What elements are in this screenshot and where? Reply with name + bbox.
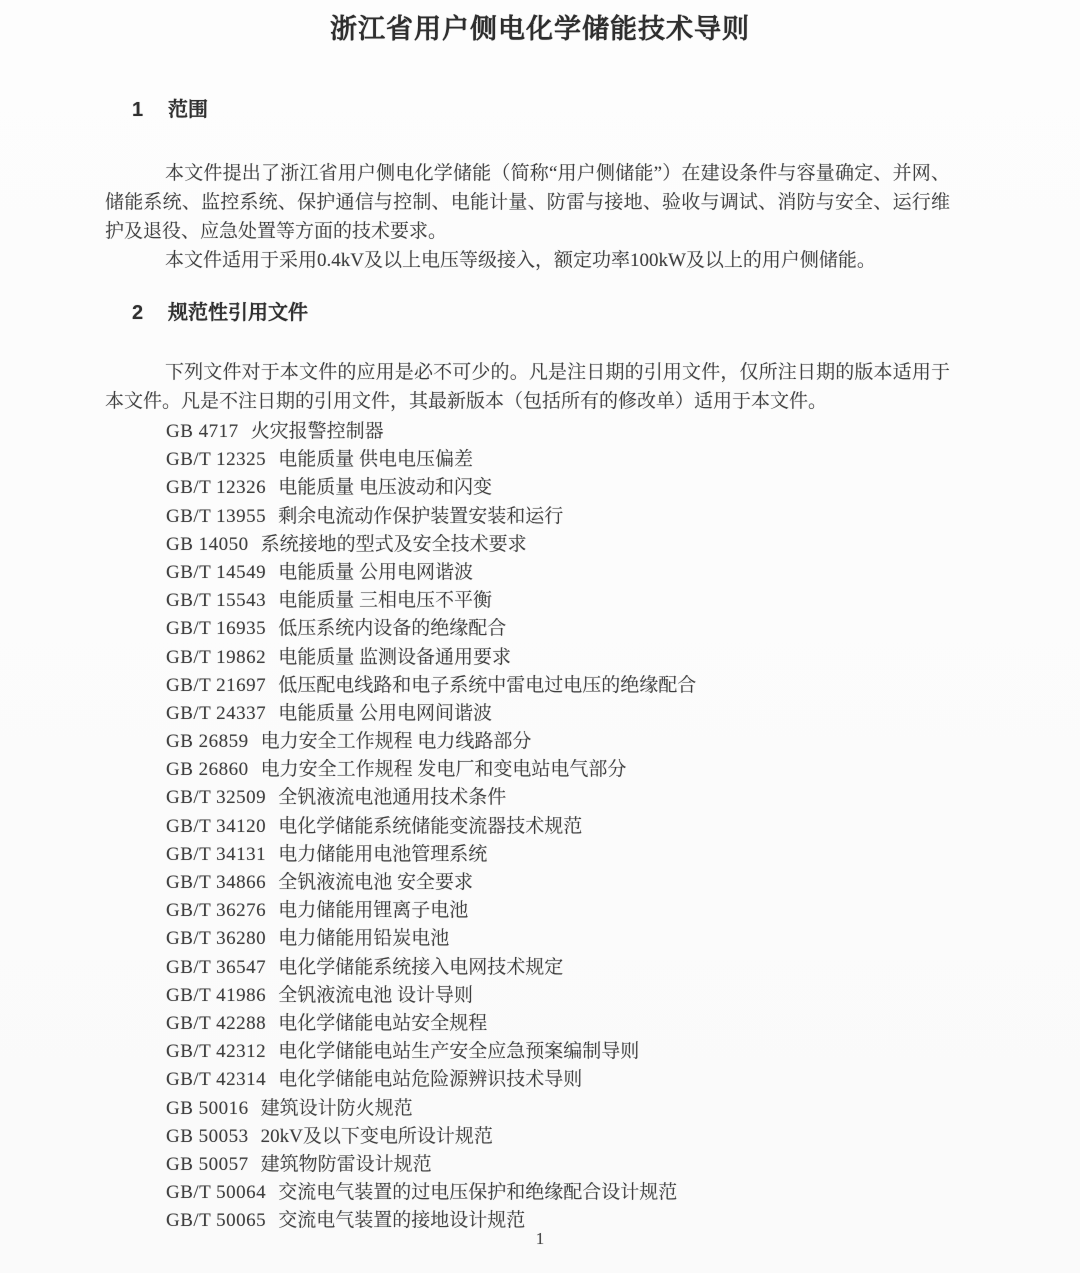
section-1-title: 范围: [168, 99, 208, 121]
reference-title: 交流电气装置的过电压保护和绝缘配合设计规范: [278, 1182, 678, 1204]
reference-item: [105, 1151, 950, 1179]
reference-title: 全钒液流电池通用技术条件: [278, 787, 507, 809]
reference-title: 电化学储能电站危险源辨识技术导则: [278, 1069, 583, 1091]
reference-list: [105, 418, 950, 1235]
reference-item: [105, 587, 950, 615]
reference-item: [105, 418, 950, 446]
reference-title: 电力储能用铅炭电池: [278, 928, 450, 950]
reference-item: [105, 672, 950, 700]
reference-item: [105, 1010, 950, 1038]
reference-item: [105, 869, 950, 897]
reference-title: 剩余电流动作保护装置安装和运行: [278, 505, 564, 527]
reference-code: GB 50016: [166, 1097, 249, 1119]
reference-title: 系统接地的型式及安全技术要求: [260, 533, 527, 555]
reference-item: [105, 474, 950, 502]
reference-title: 电能质量 监测设备通用要求: [278, 646, 511, 668]
reference-title: 低压系统内设备的绝缘配合: [278, 618, 507, 640]
reference-title: 火灾报警控制器: [250, 421, 384, 442]
reference-code: GB 26859: [166, 731, 249, 753]
reference-item: [105, 897, 950, 925]
reference-code: GB/T 42288: [166, 1012, 267, 1034]
scope-paragraph-1: 本文件提出了浙江省用户侧电化学储能（简称“用户侧储能”）在建设条件与容量确定、并网、储能系统、监控系统、保护通信与控制、电能计量、防雷与接地、验收与调试、消防与安全、运行维护及退役、应急处置等方面的技术要求。: [105, 163, 950, 242]
reference-code: GB/T 13955: [166, 505, 267, 527]
reference-title: 低压配电线路和电子系统中雷电过电压的绝缘配合: [278, 674, 697, 696]
reference-item: [105, 925, 950, 953]
reference-item: [105, 954, 950, 982]
reference-title: 电化学储能系统接入电网技术规定: [278, 956, 564, 978]
reference-title: 电化学储能系统储能变流器技术规范: [278, 815, 583, 837]
reference-code: GB/T 42314: [166, 1069, 267, 1091]
reference-code: GB/T 15543: [166, 590, 267, 612]
reference-item: [105, 1123, 950, 1151]
reference-item: [105, 841, 950, 869]
document-content: [0, 99, 1080, 1235]
reference-code: GB/T 36276: [166, 900, 267, 922]
reference-title: 全钒液流电池 设计导则: [278, 984, 473, 1006]
reference-item: [105, 756, 950, 784]
section-2-title: 规范性引用文件: [168, 302, 308, 324]
reference-code: GB/T 32509: [166, 787, 267, 809]
reference-item: [105, 728, 950, 756]
normative-references-intro: 下列文件对于本文件的应用是必不可少的。凡是注日期的引用文件，仅所注日期的版本适用于本文件。凡是不注日期的引用文件，其最新版本（包括所有的修改单）适用于本文件。: [105, 362, 950, 412]
reference-title: 电能质量 公用电网谐波: [278, 561, 473, 583]
reference-item: [105, 784, 950, 812]
reference-code: GB 14050: [166, 533, 249, 555]
reference-code: GB/T 12325: [166, 449, 267, 471]
reference-item: [105, 982, 950, 1010]
reference-code: GB/T 16935: [166, 618, 267, 640]
reference-code: GB 50057: [166, 1153, 249, 1175]
reference-title: 电化学储能电站生产安全应急预案编制导则: [278, 1041, 640, 1063]
reference-code: GB/T 50065: [166, 1210, 267, 1232]
reference-title: 电力储能用电池管理系统: [278, 843, 488, 865]
scope-paragraph-2: 本文件适用于采用0.4kV及以上电压等级接入，额定功率100kW及以上的用户侧储能。: [165, 250, 876, 271]
reference-title: 电能质量 供电电压偏差: [278, 449, 473, 471]
reference-code: GB/T 21697: [166, 674, 267, 696]
reference-title: 电能质量 三相电压不平衡: [278, 590, 492, 612]
reference-item: [105, 700, 950, 728]
reference-title: 全钒液流电池 安全要求: [278, 872, 473, 893]
reference-item: [105, 615, 950, 643]
reference-item: [105, 446, 950, 474]
reference-title: 电力安全工作规程 发电厂和变电站电气部分: [260, 759, 627, 781]
reference-code: GB/T 14549: [166, 561, 267, 583]
reference-title: 建筑物防雷设计规范: [260, 1153, 432, 1175]
reference-code: GB/T 19862: [166, 646, 267, 668]
reference-code: GB/T 34120: [166, 815, 267, 837]
reference-title: 电力安全工作规程 电力线路部分: [260, 731, 532, 753]
reference-item: [105, 1095, 950, 1123]
reference-code: GB/T 36280: [166, 928, 267, 950]
reference-title: 电能质量 电压波动和闪变: [278, 477, 492, 499]
reference-code: GB/T 50064: [166, 1182, 267, 1204]
section-1-number: 1: [132, 99, 144, 121]
reference-code: GB 50053: [166, 1125, 249, 1147]
section-1-heading: [105, 99, 950, 122]
document-title: 浙江省用户侧电化学储能技术导则: [330, 14, 750, 44]
reference-item: [105, 644, 950, 672]
reference-item: [105, 503, 950, 531]
reference-code: GB 4717: [166, 421, 239, 442]
reference-title: 电能质量 公用电网间谐波: [278, 702, 492, 724]
reference-code: GB/T 42312: [166, 1041, 267, 1063]
reference-title: 20kV及以下变电所设计规范: [260, 1125, 493, 1147]
reference-item: [105, 1066, 950, 1094]
reference-item: [105, 559, 950, 587]
reference-title: 电力储能用锂离子电池: [278, 900, 469, 922]
page-number: 1: [535, 1229, 545, 1248]
reference-code: GB 26860: [166, 759, 249, 781]
reference-code: GB/T 34131: [166, 843, 267, 865]
reference-code: GB/T 12326: [166, 477, 267, 499]
reference-item: [105, 813, 950, 841]
section-2-heading: [105, 302, 950, 325]
reference-item: [105, 1038, 950, 1066]
reference-code: GB/T 36547: [166, 956, 267, 978]
reference-title: 交流电气装置的接地设计规范: [278, 1210, 526, 1232]
reference-code: GB/T 24337: [166, 702, 267, 724]
reference-item: [105, 1179, 950, 1207]
section-2-number: 2: [132, 302, 144, 324]
reference-code: GB/T 34866: [166, 872, 267, 893]
reference-title: 电化学储能电站安全规程: [278, 1012, 488, 1034]
reference-item: [105, 531, 950, 559]
reference-code: GB/T 41986: [166, 984, 267, 1006]
reference-title: 建筑设计防火规范: [260, 1097, 413, 1119]
